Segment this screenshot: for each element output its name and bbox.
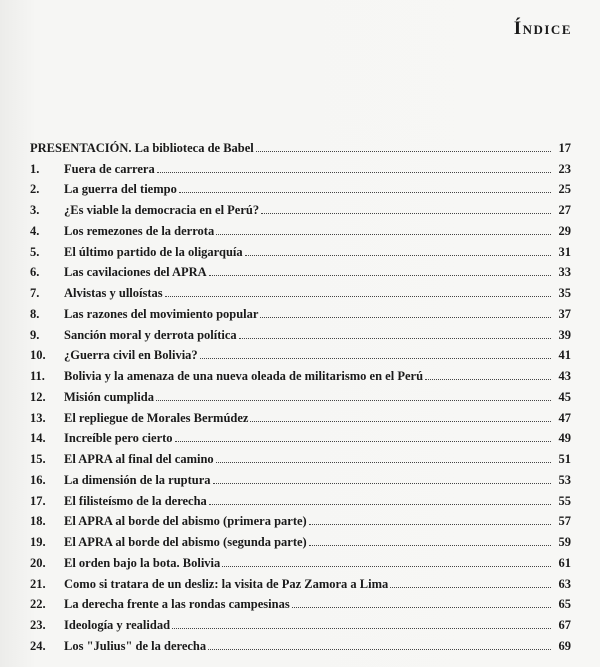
toc-entry: [30, 549, 571, 570]
toc-entry-label: El filisteísmo de la derecha: [64, 493, 207, 508]
toc-entry-page: 23: [558, 161, 571, 176]
toc-entry-label: Ideología y realidad: [64, 618, 171, 632]
toc-entry-page: 35: [558, 286, 571, 300]
toc-entry-number: 5.: [30, 244, 40, 259]
toc-entry: [30, 570, 571, 591]
toc-entry-label: Como si tratara de un desliz: la visita de Paz Zamora a Lima: [64, 576, 389, 591]
toc-entry: [30, 134, 571, 155]
toc-entry-number: 6.: [30, 265, 40, 280]
dot-leader: [222, 566, 551, 567]
toc-entry: [30, 238, 571, 259]
toc-entry: [30, 342, 571, 363]
toc-entry-label: Los remezones de la derrota: [64, 223, 215, 238]
toc-entry-label: Las cavilaciones del APRA: [64, 265, 207, 280]
dot-leader: [309, 545, 551, 546]
dot-leader: [292, 607, 551, 608]
dot-leader: [390, 587, 551, 588]
dot-leader: [175, 441, 551, 442]
dot-leader: [165, 296, 551, 297]
dot-leader: [179, 192, 551, 193]
toc-entry-number: 12.: [30, 389, 46, 404]
toc-entry-label: El APRA al final del camino: [64, 452, 214, 466]
toc-entry: [30, 362, 571, 383]
toc-entry: [30, 425, 571, 446]
toc-entry-page: 41: [558, 348, 571, 363]
toc-entry-page: 59: [558, 535, 571, 549]
dot-leader: [172, 628, 551, 629]
toc-entry-label: El APRA al borde del abismo (primera parte): [64, 514, 307, 529]
toc-entry: [30, 487, 571, 508]
toc-entry-number: 24.: [30, 638, 46, 653]
toc-entry: [30, 383, 571, 404]
dot-leader: [213, 483, 551, 484]
toc-entry-page: 17: [558, 140, 571, 155]
dot-leader: [216, 234, 551, 235]
toc-entry-label: ¿Es viable la democracia en el Perú?: [64, 203, 260, 217]
toc-entry-label: Alvistas y ulloístas: [64, 286, 163, 300]
toc-entry-number: 21.: [30, 576, 46, 591]
toc-entry: [30, 466, 571, 487]
toc-entry-number: 1.: [30, 161, 40, 176]
toc-entry-number: 14.: [30, 431, 46, 446]
toc-entry-page: 43: [558, 369, 571, 383]
toc-entry-page: 47: [558, 410, 571, 425]
toc-entry: [30, 528, 571, 549]
toc-entry: [30, 259, 571, 280]
toc-entry-number: 7.: [30, 286, 40, 300]
toc-entry-page: 57: [558, 514, 571, 529]
toc-entry: [30, 632, 571, 653]
toc-entry: [30, 176, 571, 197]
toc-entry-label: El último partido de la oligarquía: [64, 244, 243, 259]
toc-entry-number: 16.: [30, 472, 46, 487]
toc-entry-number: 15.: [30, 452, 46, 466]
toc-entry-number: 11.: [30, 369, 45, 383]
toc-entry-label: El orden bajo la bota. Bolivia: [64, 555, 221, 570]
dot-leader: [261, 213, 551, 214]
dot-leader: [309, 524, 551, 525]
toc-entry-page: 25: [558, 182, 571, 197]
dot-leader: [256, 151, 551, 152]
toc-entry-number: 13.: [30, 410, 46, 425]
dot-leader: [216, 462, 551, 463]
dot-leader: [208, 649, 551, 650]
toc-entry: [30, 321, 571, 342]
toc-entry-label: Sanción moral y derrota política: [64, 327, 237, 342]
toc-entry-number: 4.: [30, 223, 40, 238]
dot-leader: [200, 358, 551, 359]
toc-entry-number: 3.: [30, 203, 40, 217]
toc-entry-page: 31: [558, 244, 571, 259]
page-title: Índice: [513, 18, 572, 39]
toc-entry-number: 19.: [30, 535, 46, 549]
dot-leader: [425, 379, 551, 380]
toc-entry-page: 55: [558, 493, 571, 508]
toc-entry: [30, 404, 571, 425]
dot-leader: [209, 504, 551, 505]
toc-entry: [30, 591, 571, 612]
toc-entry-number: 9.: [30, 327, 40, 342]
toc-entry: [30, 508, 571, 529]
toc-entry-number: 22.: [30, 597, 46, 612]
toc-entry-label: PRESENTACIÓN. La biblioteca de Babel: [30, 140, 254, 155]
toc-entry: [30, 196, 571, 217]
toc-entry-number: 17.: [30, 493, 46, 508]
toc-entry-page: 33: [558, 265, 571, 280]
dot-leader: [250, 421, 551, 422]
toc-entry-label: Los "Julius" de la derecha: [64, 638, 207, 653]
toc-entry: [30, 300, 571, 321]
toc-entry-label: La derecha frente a las rondas campesinas: [64, 597, 290, 612]
dot-leader: [209, 275, 551, 276]
toc-entry-page: 69: [558, 638, 571, 653]
dot-leader: [157, 172, 551, 173]
toc-entry-page: 63: [558, 576, 571, 591]
toc-entry-label: ¿Guerra civil en Bolivia?: [64, 348, 198, 363]
toc-entry-label: La dimensión de la ruptura: [64, 472, 211, 487]
toc-entry-label: El repliegue de Morales Bermúdez: [64, 410, 249, 425]
dot-leader: [260, 317, 551, 318]
toc-entry-label: La guerra del tiempo: [64, 182, 177, 197]
toc-entry-number: 2.: [30, 182, 40, 197]
toc-entry-page: 53: [558, 472, 571, 487]
toc-entry-label: Las razones del movimiento popular: [64, 306, 259, 321]
toc-entry-page: 27: [558, 203, 571, 217]
toc-entry: [30, 611, 571, 632]
toc-entry-label: Fuera de carrera: [64, 161, 155, 176]
toc-entry-number: 8.: [30, 306, 40, 321]
dot-leader: [239, 338, 551, 339]
toc-entry-page: 49: [558, 431, 571, 446]
toc-entry-label: Increíble pero cierto: [64, 431, 173, 446]
toc-entry-page: 65: [558, 597, 571, 612]
toc-entry-page: 51: [558, 452, 571, 466]
toc-entry-number: 23.: [30, 618, 46, 632]
dot-leader: [156, 400, 551, 401]
toc-entry-number: 18.: [30, 514, 46, 529]
toc-entry-page: 67: [558, 618, 571, 632]
toc-entry-page: 61: [558, 555, 571, 570]
toc-entry-label: El APRA al borde del abismo (segunda parte): [64, 535, 307, 549]
table-of-contents: [30, 134, 571, 653]
toc-entry-number: 10.: [30, 348, 46, 363]
toc-entry: [30, 445, 571, 466]
toc-entry-number: 20.: [30, 555, 46, 570]
toc-entry-page: 37: [558, 306, 571, 321]
toc-entry-page: 29: [558, 223, 571, 238]
toc-entry-label: Misión cumplida: [64, 389, 154, 404]
toc-entry: [30, 279, 571, 300]
toc-entry-page: 39: [558, 327, 571, 342]
toc-entry-label: Bolivia y la amenaza de una nueva oleada de militarismo en el Perú: [64, 369, 424, 383]
toc-entry-page: 45: [558, 389, 571, 404]
toc-entry: [30, 217, 571, 238]
toc-entry: [30, 155, 571, 176]
dot-leader: [245, 255, 551, 256]
